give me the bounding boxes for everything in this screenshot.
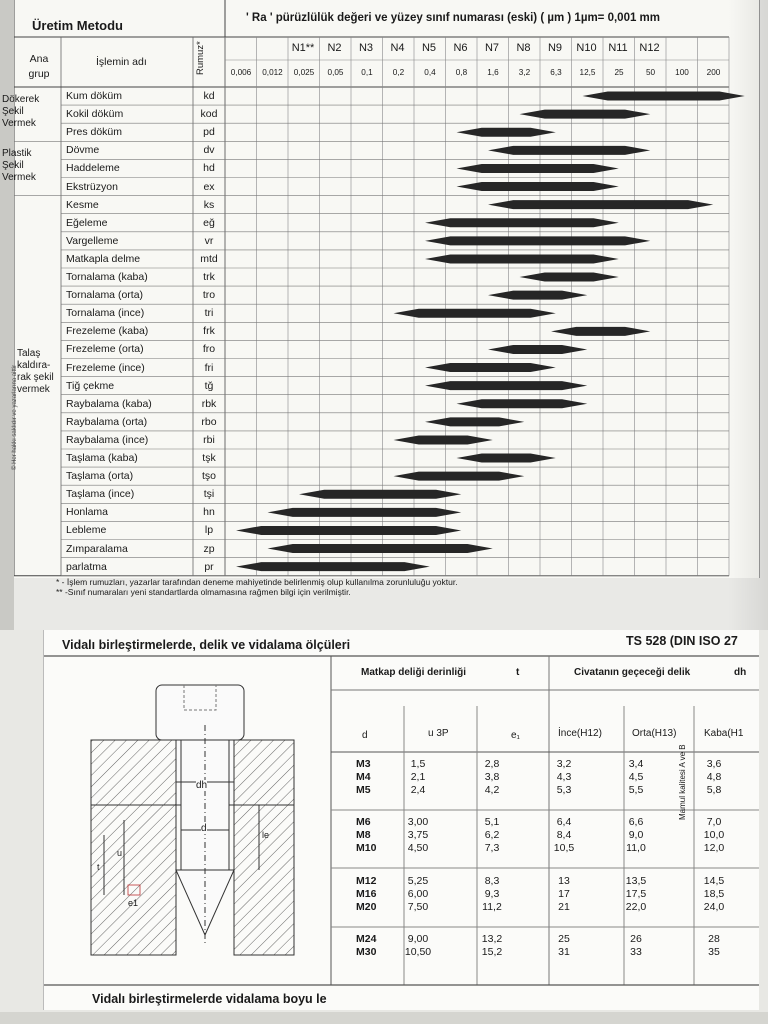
- value-coarse: 24,0: [703, 901, 725, 913]
- value-fine: 10,5: [553, 842, 575, 854]
- process-code: pr: [204, 560, 214, 573]
- value-e1: 2,8: [484, 758, 500, 770]
- value-fine: 17: [558, 888, 570, 900]
- process-code: pd: [203, 126, 215, 139]
- value-fine: 13: [558, 875, 570, 887]
- process-name: Pres döküm: [66, 126, 123, 139]
- process-code: hd: [203, 162, 215, 175]
- value-coarse: 4,8: [706, 771, 722, 783]
- value-medium: 9,0: [628, 829, 644, 841]
- process-code: hn: [203, 506, 215, 519]
- thread-size: M3: [356, 758, 371, 770]
- n-class-label: N1**: [291, 42, 315, 54]
- process-code: rbk: [201, 397, 217, 410]
- value-fine: 31: [558, 946, 570, 958]
- roughness-range-bar: [425, 236, 650, 245]
- roughness-range-bar: [457, 182, 619, 191]
- roughness-range-bar: [299, 490, 461, 499]
- process-code: vr: [204, 234, 214, 247]
- bolt-table-title: Vidalı birleştirmelerde, delik ve vidalama ölçüleri: [62, 638, 351, 652]
- process-name: Matkapla delme: [66, 252, 141, 265]
- header-coarse: Kaba(H1: [704, 728, 744, 739]
- roughness-range-bar: [520, 110, 651, 119]
- bolt-table: [43, 630, 759, 1010]
- bolt-diagram: [91, 685, 294, 955]
- ra-value-label: 6,3: [550, 68, 562, 77]
- ra-value-label: 0,012: [262, 68, 283, 77]
- value-fine: 4,3: [556, 771, 572, 783]
- diagram-label-t: t: [97, 862, 100, 872]
- ra-value-label: 25: [614, 68, 624, 77]
- value-fine: 3,2: [556, 758, 572, 770]
- roughness-range-bar: [268, 544, 493, 553]
- process-name: Kum döküm: [66, 90, 123, 102]
- process-code: mtd: [200, 252, 218, 265]
- col-header-group: Ana grup: [28, 53, 50, 80]
- process-name: Lebleme: [66, 524, 107, 537]
- ra-value-label: 200: [706, 68, 721, 77]
- ra-value-label: 50: [645, 68, 656, 77]
- value-coarse: 5,8: [706, 784, 722, 796]
- value-u3p: 5,25: [407, 875, 429, 887]
- ra-value-label: 0,025: [293, 68, 315, 77]
- diagram-label-e1: e1: [128, 898, 139, 908]
- process-code: tri: [204, 307, 214, 320]
- n-class-label: N7: [484, 42, 500, 54]
- thread-size: M30: [356, 946, 377, 958]
- process-name: Tornalama (orta): [66, 289, 144, 302]
- thread-size: M6: [356, 816, 371, 828]
- thread-size: M24: [356, 933, 377, 945]
- ra-value-label: 3,2: [518, 68, 531, 77]
- process-name: Taşlama (orta): [66, 470, 134, 483]
- header-hole-symbol: dh: [734, 667, 747, 678]
- copyright-note: © Her hakkı saklıdır ve yazarlarına aittir: [12, 364, 18, 470]
- group-plastic: Plastik Şekil Vermek: [2, 148, 36, 183]
- process-code: fri: [204, 361, 214, 374]
- thread-size: M12: [356, 875, 377, 887]
- value-e1: 3,8: [484, 771, 500, 783]
- value-medium: 5,5: [628, 784, 644, 796]
- header-hole: Civatanın geçeceği delik: [574, 667, 691, 678]
- roughness-range-bar: [457, 399, 588, 408]
- header-fine: İnce(H12): [558, 728, 602, 739]
- process-name: Frezeleme (orta): [66, 343, 144, 356]
- diagram-label-le: le: [262, 830, 270, 840]
- process-name: Tornalama (kaba): [66, 271, 148, 283]
- process-name: Kokil döküm: [66, 108, 124, 121]
- value-u3p: 9,00: [407, 933, 429, 945]
- value-e1: 7,3: [484, 842, 500, 854]
- roughness-range-bar: [457, 454, 556, 463]
- process-name: Tornalama (ince): [66, 307, 145, 320]
- value-medium: 11,0: [626, 842, 646, 854]
- process-name: Taşlama (ince): [66, 488, 135, 501]
- roughness-range-bar: [457, 164, 619, 173]
- roughness-range-bar: [488, 345, 587, 354]
- ra-value-label: 0,8: [455, 68, 468, 77]
- process-name: Ekstrüzyon: [66, 180, 118, 193]
- value-medium: 26: [630, 933, 642, 945]
- ra-value-label: 0,4: [424, 68, 436, 77]
- value-u3p: 1,5: [410, 758, 426, 770]
- value-fine: 6,4: [556, 816, 572, 828]
- header-e1: e₁: [511, 730, 520, 741]
- process-code: lp: [204, 524, 214, 537]
- header-medium: Orta(H13): [632, 728, 677, 739]
- value-coarse: 10,0: [703, 829, 725, 841]
- process-name: Vargelleme: [66, 234, 119, 247]
- process-code: dv: [203, 144, 215, 157]
- thread-size: M20: [356, 901, 377, 913]
- bolt-footer: Vidalı birleştirmelerde vidalama boyu le: [92, 992, 327, 1006]
- process-name: Dövme: [66, 144, 100, 157]
- ra-value-label: 0,05: [327, 68, 344, 77]
- value-e1: 15,2: [481, 946, 503, 958]
- value-fine: 5,3: [556, 784, 572, 796]
- value-fine: 25: [558, 933, 570, 945]
- value-e1: 4,2: [484, 784, 500, 796]
- group-casting: Dökerek Şekil Vermek: [2, 94, 40, 129]
- diagram-label-u: u: [117, 848, 123, 858]
- process-name: Zımparalama: [66, 542, 128, 555]
- ra-value-label: 100: [675, 68, 689, 77]
- process-name: Tiğ çekme: [66, 379, 115, 392]
- table-title: Üretim Metodu: [32, 18, 123, 33]
- roughness-range-bar: [425, 218, 619, 227]
- process-name: parlatma: [66, 560, 107, 573]
- value-medium: 33: [630, 946, 642, 958]
- n-class-label: N9: [547, 42, 563, 54]
- process-code: trk: [203, 271, 215, 283]
- value-e1: 9,3: [484, 888, 500, 900]
- diagram-label-d: d: [201, 823, 207, 834]
- value-coarse: 12,0: [703, 842, 725, 854]
- process-name: Raybalama (ince): [66, 433, 149, 446]
- diagram-label-dh: dh: [196, 780, 208, 791]
- process-code: frk: [203, 325, 215, 338]
- roughness-range-bar: [520, 273, 619, 282]
- roughness-range-bar: [236, 562, 430, 571]
- process-name: Raybalama (orta): [66, 415, 148, 428]
- value-coarse: 7,0: [706, 816, 722, 828]
- value-medium: 22,0: [625, 901, 647, 913]
- header-u3p: u 3P: [428, 728, 449, 739]
- thread-size: M16: [356, 888, 377, 900]
- right-shadow: [728, 0, 768, 630]
- process-code: kod: [200, 108, 218, 121]
- ra-value-label: 0,006: [230, 68, 252, 77]
- process-name: Haddeleme: [66, 162, 120, 175]
- bottom-band: [0, 1012, 768, 1024]
- value-u3p: 2,4: [410, 784, 426, 796]
- note-1: * - İşlem rumuzları, yazarlar tarafından deneme mahiyetinde belirlenmiş olup kullanılma zorunluluğu yoktur.: [56, 577, 458, 587]
- value-e1: 8,3: [484, 875, 500, 887]
- group-machining: Talaş kaldıra-rak şekil vermek: [17, 348, 54, 395]
- process-name: Honlama: [66, 506, 109, 519]
- ra-header: ' Ra ' pürüzlülük değeri ve yüzey sınıf numarası (eski) ( µm ) 1µm= 0,001 mm: [246, 12, 661, 24]
- process-code: rbo: [201, 415, 217, 428]
- rotated-quality-label: Mamul kalitesi A ve B: [678, 744, 687, 820]
- value-coarse: 14,5: [703, 875, 725, 887]
- process-name: Frezeleme (ince): [66, 361, 145, 374]
- process-code: kd: [203, 90, 215, 102]
- process-code: zp: [203, 542, 215, 555]
- n-class-label: N8: [516, 42, 531, 54]
- process-code: ks: [203, 198, 215, 211]
- thread-size: M8: [356, 829, 371, 841]
- n-class-label: N10: [576, 42, 597, 54]
- note-2: ** -Sınıf numaraları yeni standartlarda olmamasına rağmen bilgi için verilmiştir.: [56, 587, 351, 597]
- process-name: Taşlama (kaba): [66, 452, 138, 464]
- value-medium: 17,5: [625, 888, 647, 900]
- value-coarse: 28: [708, 933, 720, 945]
- roughness-range-bar: [488, 146, 650, 155]
- n-class-label: N11: [608, 42, 628, 54]
- value-e1: 5,1: [484, 816, 500, 828]
- header-d: d: [362, 730, 368, 741]
- value-fine: 8,4: [556, 829, 572, 841]
- n-class-label: N3: [358, 42, 374, 54]
- value-e1: 11,2: [482, 901, 502, 913]
- value-medium: 4,5: [628, 771, 644, 783]
- standard-label: TS 528 (DIN ISO 27: [626, 634, 738, 648]
- process-code: tşo: [201, 470, 216, 483]
- value-e1: 6,2: [484, 829, 500, 841]
- process-code: tğ: [204, 379, 214, 392]
- value-coarse: 18,5: [703, 888, 725, 900]
- value-e1: 13,2: [481, 933, 503, 945]
- col-header-process: İşlemin adı: [96, 56, 147, 68]
- ra-value-label: 0,1: [361, 68, 373, 77]
- roughness-range-bar: [551, 327, 650, 336]
- process-name: Eğeleme: [66, 216, 108, 229]
- process-code: rbi: [203, 433, 215, 446]
- thread-size: M10: [356, 842, 377, 854]
- n-class-label: N2: [327, 42, 342, 54]
- process-code: eğ: [203, 216, 215, 229]
- n-class-label: N4: [390, 42, 405, 54]
- process-code: tro: [202, 289, 216, 302]
- value-u3p: 6,00: [407, 888, 429, 900]
- process-name: Frezeleme (kaba): [66, 325, 149, 338]
- roughness-range-bar: [268, 508, 462, 517]
- ra-value-label: 1,6: [487, 68, 499, 77]
- roughness-range-bar: [236, 526, 461, 535]
- roughness-range-bar: [457, 128, 556, 137]
- value-fine: 21: [558, 901, 570, 913]
- value-u3p: 4,50: [407, 842, 429, 854]
- roughness-range-bar: [488, 200, 713, 209]
- process-name: Kesme: [66, 198, 99, 211]
- process-code: ex: [203, 180, 215, 193]
- col-header-code: Rumuz*: [195, 41, 206, 75]
- ra-value-label: 12,5: [579, 68, 596, 77]
- roughness-range-bar: [425, 363, 556, 372]
- value-coarse: 35: [708, 946, 720, 958]
- roughness-range-bar: [488, 291, 587, 300]
- roughness-range-bar: [425, 381, 587, 390]
- process-code: tşk: [202, 452, 216, 464]
- n-class-label: N6: [453, 42, 468, 54]
- thread-size: M5: [356, 784, 371, 796]
- value-u3p: 10,50: [404, 946, 432, 958]
- roughness-range-bar: [394, 435, 493, 444]
- process-code: tşi: [203, 488, 215, 501]
- process-code: fro: [202, 343, 216, 356]
- n-class-label: N12: [639, 42, 660, 54]
- header-drill-depth: Matkap deliği derinliği: [361, 667, 467, 678]
- value-medium: 13,5: [625, 875, 647, 887]
- roughness-range-bar: [583, 92, 745, 101]
- value-medium: 6,6: [628, 816, 644, 828]
- value-u3p: 7,50: [407, 901, 429, 913]
- value-medium: 3,4: [628, 758, 644, 770]
- thread-size: M4: [356, 771, 371, 783]
- roughness-table: [2, 0, 760, 597]
- bolt-photo: [0, 630, 768, 1024]
- roughness-range-bar: [425, 417, 524, 426]
- roughness-range-bar: [394, 472, 525, 481]
- roughness-range-bar: [394, 309, 556, 318]
- header-drill-symbol: t: [516, 667, 520, 678]
- value-coarse: 3,6: [706, 758, 722, 770]
- value-u3p: 3,75: [407, 829, 429, 841]
- value-u3p: 2,1: [410, 771, 426, 783]
- ra-value-label: 0,2: [392, 68, 405, 77]
- roughness-range-bar: [425, 254, 619, 263]
- n-class-label: N5: [421, 42, 437, 54]
- value-u3p: 3,00: [407, 816, 429, 828]
- process-name: Raybalama (kaba): [66, 397, 152, 410]
